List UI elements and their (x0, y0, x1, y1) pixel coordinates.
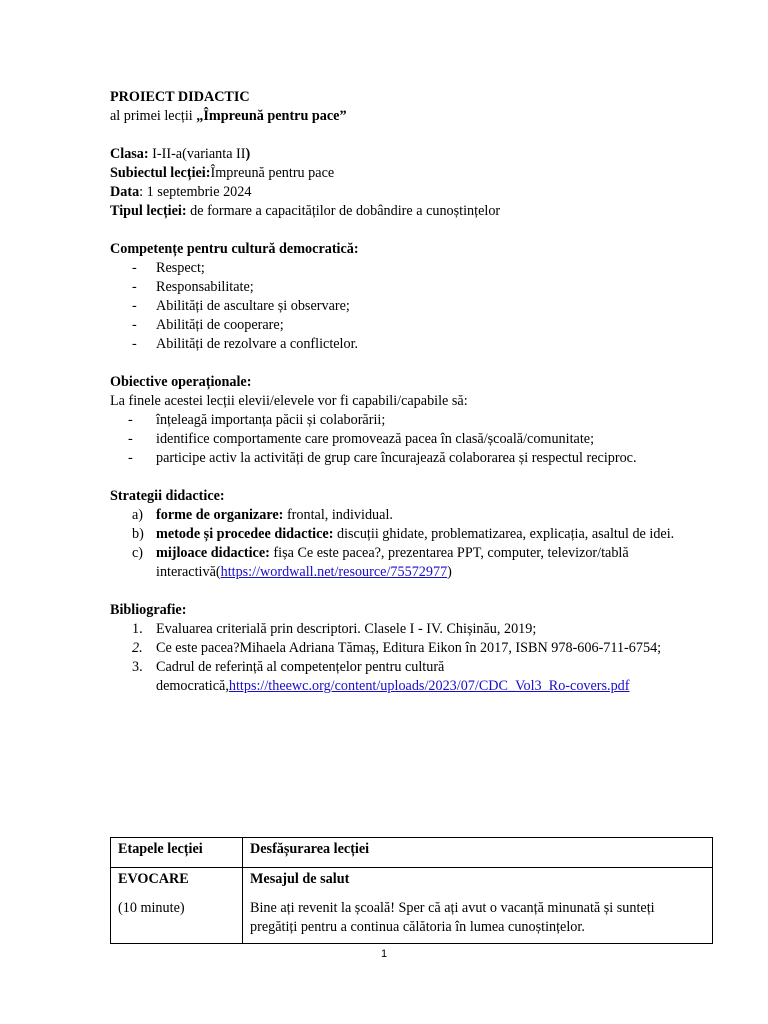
activity-title: Mesajul de salut (250, 871, 350, 887)
list-item: - participe activ la activități de grup care încurajează colaborarea și respectul reciproc. (128, 450, 637, 466)
data-row (110, 183, 710, 202)
wordwall-link[interactable]: https://wordwall.net/resource/75572977 (220, 564, 448, 580)
list-item: 1. Evaluarea criterială prin descriptori. Clasele I - IV. Chișinău, 2019; (132, 621, 537, 637)
list-item: - Abilități de ascultare și observare; (132, 298, 350, 314)
stage-name: EVOCARE (118, 871, 189, 887)
document-page (110, 88, 710, 696)
competente-list (110, 259, 710, 354)
activity-cell (243, 868, 713, 944)
list-item: - înțeleagă importanța păcii și colaborării; (128, 412, 386, 428)
cdc-framework-link[interactable]: https://theewc.org/content/uploads/2023/07/CDC_Vol3_Ro-covers.pdf (228, 678, 630, 694)
clasa-label: Clasa: (110, 146, 149, 162)
competente-heading: Competențe pentru cultură democratică: (110, 241, 359, 257)
strategii-list (110, 506, 710, 582)
bibliografie-list (110, 620, 710, 696)
table-header-row (111, 838, 713, 868)
obiective-list (110, 411, 710, 468)
lesson-name: „Împreună pentru pace” (196, 108, 347, 124)
list-item: 2. Ce este pacea?Mihaela Adriana Tămaș, Editura Eikon în 2017, ISBN 978-606-711-6754; (132, 640, 662, 656)
list-item: - Abilități de rezolvare a conflictelor. (132, 336, 359, 352)
list-item: - Respect; (132, 260, 205, 276)
subiect-row (110, 164, 710, 183)
activity-text: Bine ați revenit la școală! Sper că ați avut o vacanță minunată și sunteți pregătiți pentru a continua călătoria în lumea cunoștințelor. (250, 900, 655, 935)
subiect-value: Împreună pentru pace (210, 165, 335, 181)
clasa-close: ) (245, 146, 251, 162)
list-item: 3. Cadrul de referință al competențelor pentru cultură democratică,https://theewc.org/content/uploads/2023/07/CDC_Vol3_Ro-covers.pdf (132, 659, 630, 694)
obiective-intro: La finele acestei lecții elevii/elevele vor fi capabili/capabile să: (110, 393, 468, 409)
stage-cell (111, 868, 243, 944)
tip-row (110, 202, 710, 221)
list-item: c) mijloace didactice: fișa Ce este pacea?, prezentarea PPT, computer, televizor/tablă interactivă(https://wordwall.net/resource/75572977) (132, 545, 629, 580)
document-title: PROIECT DIDACTIC (110, 89, 250, 105)
list-item: - Responsabilitate; (132, 279, 254, 295)
clasa-row (110, 145, 710, 164)
list-item: - Abilități de cooperare; (132, 317, 284, 333)
list-item: a) forme de organizare: frontal, individual. (132, 507, 393, 523)
clasa-value: I-II-a(varianta II (148, 146, 246, 162)
tip-label: Tipul lecției: (110, 203, 187, 219)
document-subtitle (110, 107, 710, 126)
stage-duration: (10 minute) (118, 900, 185, 916)
page-number: 1 (380, 948, 388, 960)
data-label: Data (110, 184, 140, 200)
bibliografie-heading: Bibliografie: (110, 602, 187, 618)
data-value: : 1 septembrie 2024 (139, 184, 252, 200)
list-item: b) metode și procedee didactice: discuții ghidate, problematizarea, explicația, asaltul de idei. (132, 526, 675, 542)
lesson-table (110, 837, 713, 944)
strategii-heading: Strategii didactice: (110, 488, 225, 504)
subtitle-prefix: al primei lecții (110, 108, 197, 124)
subiect-label: Subiectul lecției: (110, 165, 211, 181)
col-header-etapele: Etapele lecției (111, 838, 243, 868)
col-header-desfasurarea: Desfășurarea lecției (243, 838, 713, 868)
obiective-heading: Obiective operaționale: (110, 374, 252, 390)
list-item: - identifice comportamente care promovează pacea în clasă/școală/comunitate; (128, 431, 595, 447)
table-row (111, 868, 713, 944)
tip-value: de formare a capacităților de dobândire a cunoștințelor (186, 203, 501, 219)
